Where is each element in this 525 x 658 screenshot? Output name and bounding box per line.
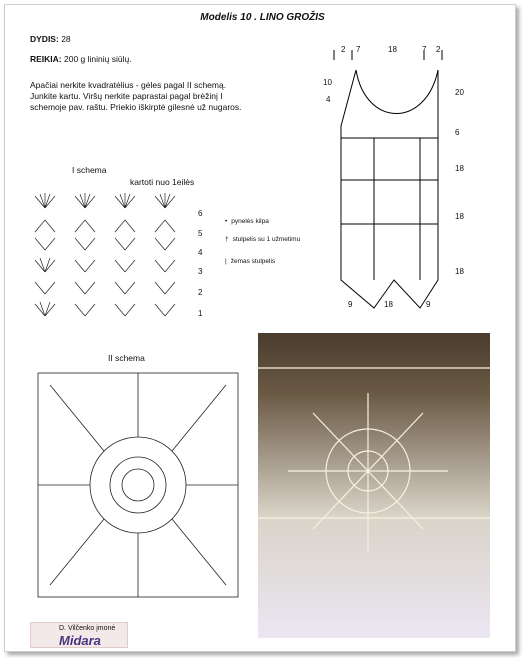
instruction-line: Junkite kartu. Viršų nerkite paprastai pagal brėžinį I (30, 91, 223, 101)
legend-item (225, 258, 275, 265)
page-title: Modelis 10 . LINO GROŽIS (200, 12, 325, 23)
lace-photo (258, 333, 490, 638)
row-number: 4 (198, 248, 203, 257)
legend-text: pynelės kilpa (231, 218, 269, 225)
instructions (30, 80, 280, 113)
dim-top: 2 (341, 45, 346, 54)
row-number: 3 (198, 267, 203, 276)
legend-text: žemas stulpelis (230, 258, 276, 265)
dim-top: 7 (422, 45, 427, 54)
schema1-title: I schema (72, 165, 107, 175)
logo-brand: Midara (59, 633, 101, 648)
row-number: 2 (198, 288, 203, 297)
dim-bottom: 9 (426, 300, 431, 309)
dim-right: 18 (455, 267, 464, 276)
materials-label: REIKIA: (30, 54, 62, 64)
dim-right: 6 (455, 128, 460, 137)
instruction-line: schemoje pav. raštu. Priekio iškirptė gilesnė už nugaros. (30, 102, 242, 112)
row-number: 1 (198, 309, 203, 318)
row-number: 5 (198, 229, 203, 238)
garment-diagram (316, 40, 501, 315)
stitch-chart-1 (30, 190, 203, 325)
legend-item (225, 218, 269, 225)
legend-symbol: • (225, 218, 228, 225)
dim-bottom: 9 (348, 300, 353, 309)
legend-item (225, 236, 300, 243)
legend-symbol: † (225, 236, 229, 243)
logo-top-text: D. Vilčenko įmonė (59, 625, 116, 632)
schema2-title: II schema (108, 353, 145, 363)
size-line (30, 34, 71, 45)
size-label: DYDIS: (30, 34, 59, 44)
materials-line (30, 54, 132, 65)
lace-pattern (258, 333, 490, 638)
row-number: 6 (198, 209, 203, 218)
dim-right: 18 (455, 212, 464, 221)
instruction-line: Apačiai nerkite kvadratėlius - gėles pagal II schemą. (30, 80, 227, 90)
publisher-logo (30, 622, 128, 648)
size-value: 28 (61, 34, 71, 44)
dim-top: 18 (388, 45, 397, 54)
dim-right: 20 (455, 88, 464, 97)
dim-top: 2 (436, 45, 441, 54)
dim-right: 18 (455, 164, 464, 173)
flower-chart (30, 365, 245, 605)
fan-row (35, 193, 175, 208)
legend-text: stulpelis su 1 užmetimu (232, 236, 301, 243)
dim-left: 10 (323, 78, 332, 87)
schema1-subtitle: kartoti nuo 1eilės (130, 177, 195, 187)
dim-left: 4 (326, 95, 331, 104)
materials-value: 200 g lininių siūlų. (64, 54, 132, 64)
dim-bottom: 18 (384, 300, 393, 309)
dim-top: 7 (356, 45, 361, 54)
legend-symbol: | (225, 258, 227, 265)
